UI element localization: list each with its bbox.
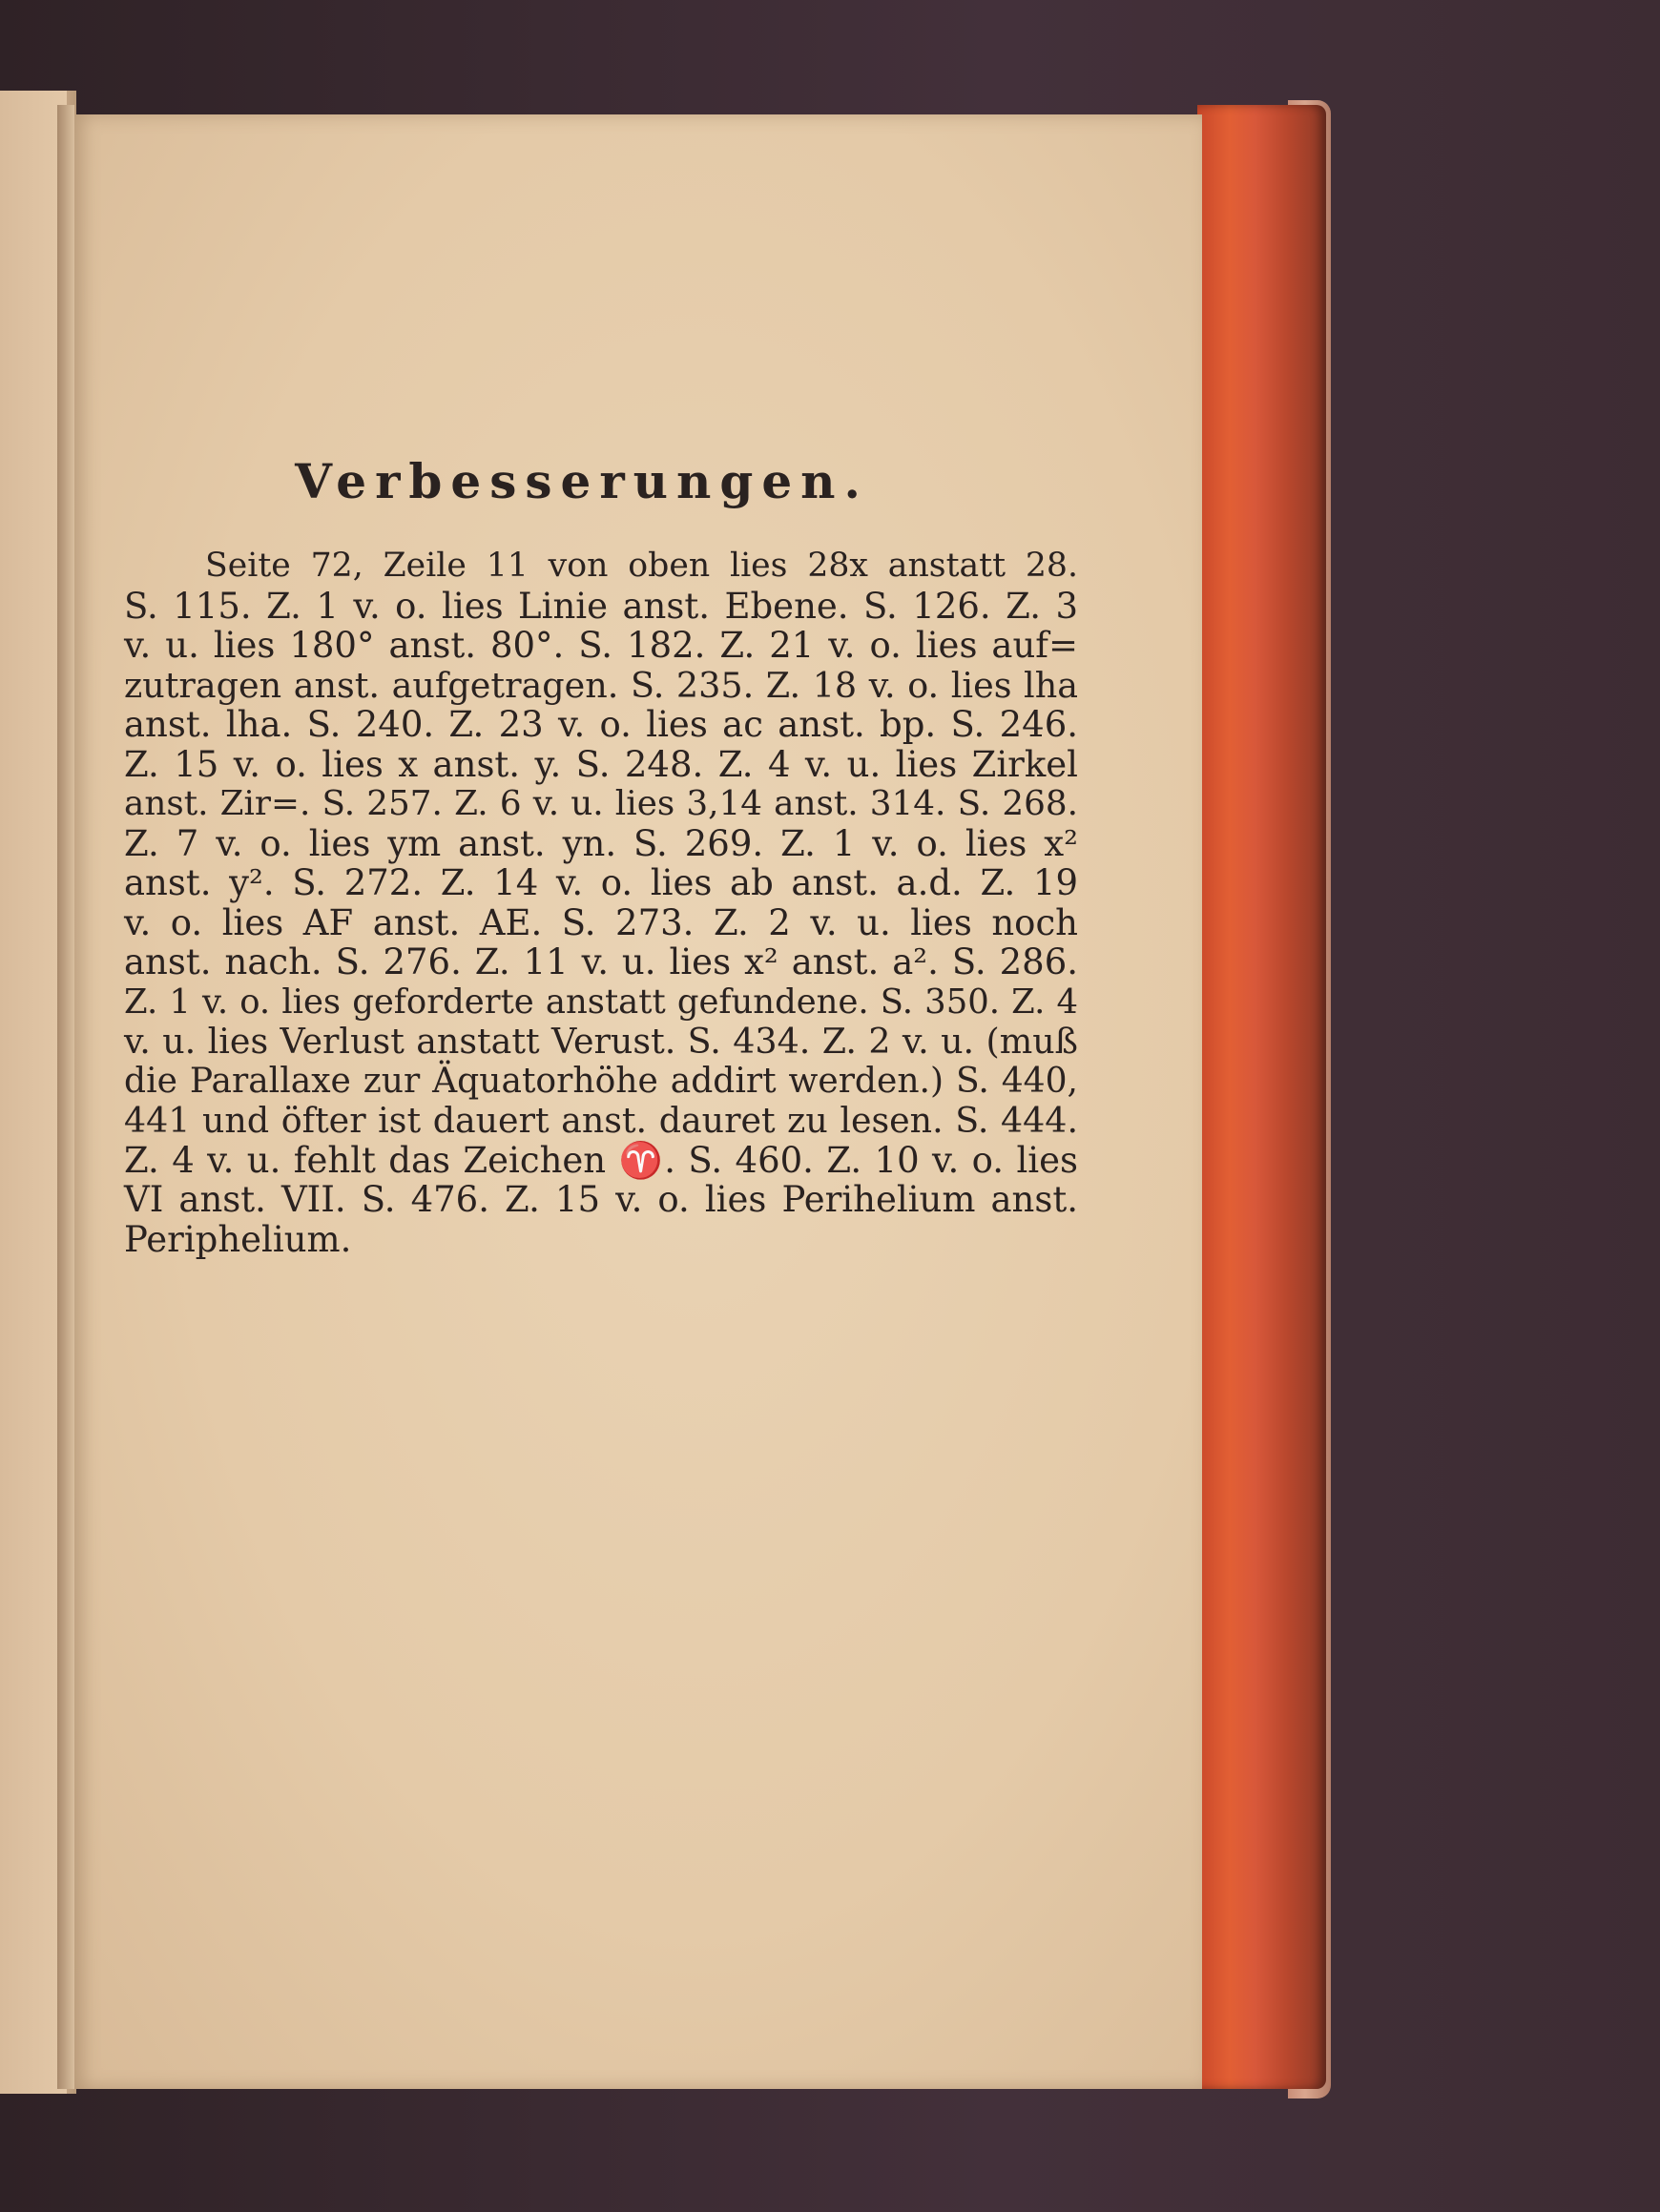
text-line: Z. 4 v. u. fehlt das Zeichen ♈. S. 460. Z. 10 v. o. lies	[124, 1139, 1078, 1181]
text-line: zutragen anst. aufgetragen. S. 235. Z. 18 v. o. lies lha	[124, 664, 1078, 706]
gutter	[57, 105, 74, 2089]
text-line: VI anst. VII. S. 476. Z. 15 v. o. lies Perihelium anst.	[124, 1179, 1078, 1220]
errata-text	[124, 547, 1078, 1259]
text-line: Z. 7 v. o. lies ym anst. yn. S. 269. Z. 1 v. o. lies x²	[124, 822, 1078, 864]
page-heading: Verbesserungen.	[295, 453, 869, 509]
text-line: Z. 1 v. o. lies geforderte anstatt gefundene. S. 350. Z. 4	[124, 982, 1078, 1022]
text-line: anst. Zir=. S. 257. Z. 6 v. u. lies 3,14 anst. 314. S. 268.	[124, 784, 1078, 823]
text-line: S. 115. Z. 1 v. o. lies Linie anst. Ebene. S. 126. Z. 3	[124, 585, 1078, 627]
text-line: die Parallaxe zur Äquatorhöhe addirt werden.) S. 440,	[124, 1060, 1078, 1101]
text-line: Seite 72, Zeile 11 von oben lies 28x anstatt 28.	[205, 547, 1078, 585]
text-line: anst. nach. S. 276. Z. 11 v. u. lies x² anst. a². S. 286.	[124, 941, 1078, 982]
text-line: 441 und öfter ist dauert anst. dauret zu lesen. S. 444.	[124, 1100, 1078, 1141]
text-line: v. o. lies AF anst. AE. S. 273. Z. 2 v. u. lies noch	[124, 901, 1078, 943]
page-edges	[1197, 105, 1326, 2089]
text-line: v. u. lies Verlust anstatt Verust. S. 434. Z. 2 v. u. (muß	[124, 1021, 1078, 1062]
text-line: anst. lha. S. 240. Z. 23 v. o. lies ac anst. bp. S. 246.	[124, 704, 1078, 745]
text-line: anst. y². S. 272. Z. 14 v. o. lies ab anst. a.d. Z. 19	[124, 862, 1078, 903]
text-line: Z. 15 v. o. lies x anst. y. S. 248. Z. 4 v. u. lies Zirkel	[124, 743, 1078, 785]
text-line: Periphelium.	[124, 1218, 352, 1260]
text-line: v. u. lies 180° anst. 80°. S. 182. Z. 21 v. o. lies auf=	[124, 625, 1078, 666]
